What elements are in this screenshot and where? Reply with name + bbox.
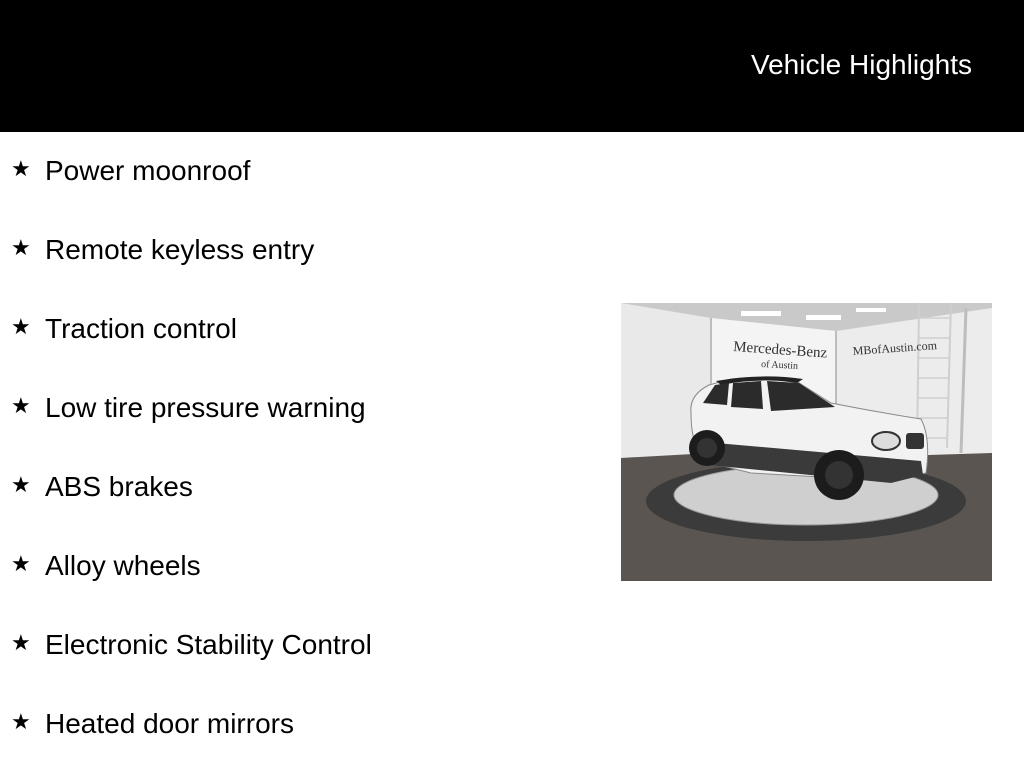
dealer-url-text: MBofAustin.com [852, 338, 938, 358]
star-icon: ★ [11, 709, 31, 734]
feature-label: Heated door mirrors [45, 708, 294, 739]
list-item [0, 290, 600, 369]
star-icon: ★ [11, 551, 31, 576]
dealer-sign-text: Mercedes-Benz [732, 339, 828, 362]
star-icon: ★ [11, 156, 31, 181]
star-icon: ★ [11, 314, 31, 339]
list-item [0, 132, 600, 211]
header-bar [0, 0, 1024, 132]
vehicle-photo [621, 303, 992, 581]
feature-label: Power moonroof [45, 155, 251, 186]
list-item [0, 369, 600, 448]
list-item [0, 606, 600, 685]
list-item [0, 448, 600, 527]
feature-label: ABS brakes [45, 471, 193, 502]
list-item [0, 685, 600, 764]
feature-label: Electronic Stability Control [45, 629, 372, 660]
feature-label: Remote keyless entry [45, 234, 315, 265]
star-icon: ★ [11, 235, 31, 260]
list-item [0, 211, 600, 290]
dealer-sign-subtext: of Austin [760, 359, 799, 372]
feature-label: Alloy wheels [45, 550, 201, 581]
list-item [0, 527, 600, 606]
feature-list [0, 132, 600, 764]
star-icon: ★ [11, 472, 31, 497]
page-title: Vehicle Highlights [750, 49, 972, 80]
feature-label: Traction control [45, 313, 237, 344]
star-icon: ★ [11, 393, 31, 418]
feature-label: Low tire pressure warning [45, 392, 366, 423]
star-icon: ★ [11, 630, 31, 655]
